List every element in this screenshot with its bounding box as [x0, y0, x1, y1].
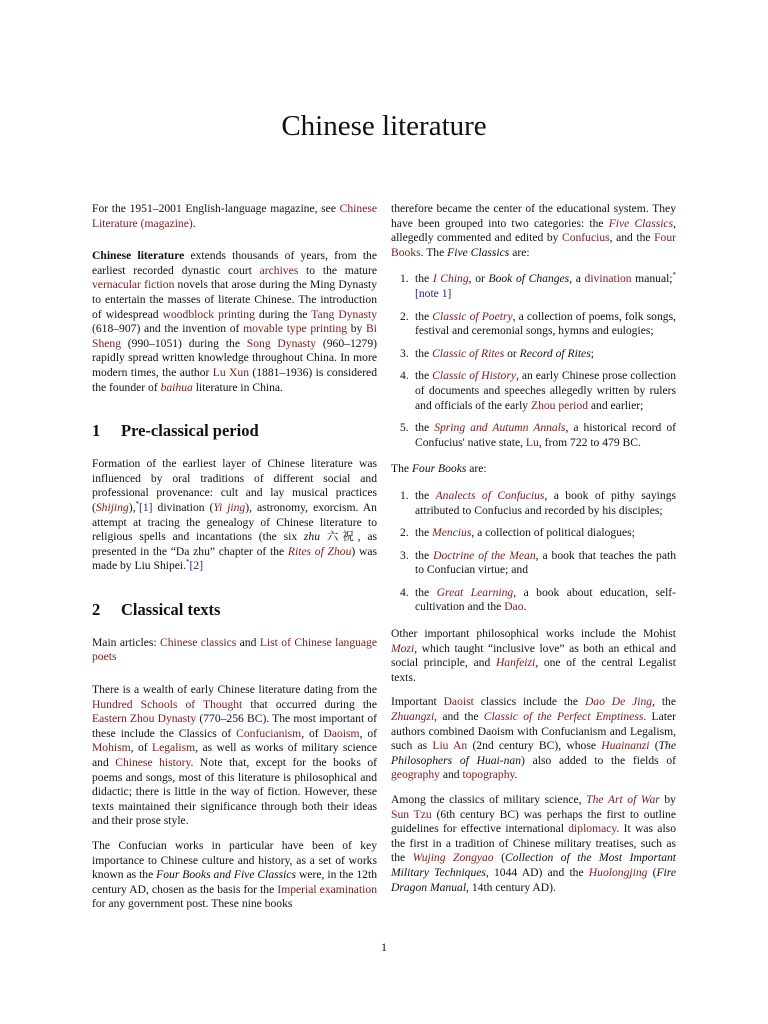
wiki-link[interactable]: woodblock printing [162, 307, 255, 321]
intro-paragraph [92, 249, 377, 395]
wiki-link[interactable]: Classic of Poetry [432, 309, 513, 323]
wiki-link[interactable]: Classic of History [432, 369, 516, 383]
text: (618–907) and the invention of [92, 322, 244, 336]
section-heading-classical-texts [92, 600, 377, 620]
text: , of [301, 726, 324, 740]
confucian-paragraph [92, 839, 377, 912]
wiki-link[interactable]: Hundred Schools of Thought [92, 697, 243, 711]
wiki-link[interactable]: Lu Xun [212, 365, 249, 379]
italic-text: zhu [303, 530, 320, 544]
wiki-link[interactable]: geography [391, 768, 440, 782]
wiki-link[interactable]: Chinese history [115, 756, 191, 770]
section-title: Pre-classical period [121, 421, 259, 441]
list-number: 2. [400, 309, 409, 323]
wiki-link[interactable]: Lu [525, 435, 539, 449]
text: (2nd century BC), whose [467, 739, 602, 753]
text: the [415, 548, 434, 562]
wiki-link[interactable]: Four Books [391, 231, 677, 259]
text: classics include the [473, 695, 585, 709]
hatnote [92, 202, 377, 231]
wiki-link[interactable]: Spring and Autumn Annals [434, 421, 566, 435]
italic-text: Five Classics [447, 245, 510, 259]
list-item [391, 421, 676, 450]
text: . Later authors combined Daoism with Confucianism and Legalism, such as [391, 710, 676, 753]
text: , and the [434, 710, 484, 724]
text: novels that arose during the Ming Dynasty to entertain the masses of literate Chinese. The introduction of widespread [92, 278, 377, 321]
text: for any government post. These nine books [92, 897, 293, 911]
text: . The [420, 245, 448, 259]
list-number: 4. [400, 585, 409, 599]
text: literature in China. [192, 380, 283, 394]
wiki-link[interactable]: The Art of War [586, 793, 660, 806]
five-classics-list [391, 272, 676, 450]
page-number: 1 [381, 939, 387, 954]
list-item [391, 489, 676, 518]
text: , a book that teaches the path to Confucian virtue; and [415, 548, 676, 577]
list-number: 2. [400, 526, 409, 540]
text: 六祝, as presented in the “Da zhu” chapter of the [92, 530, 378, 558]
text: , a collection of poems, folk songs, festival and ceremonial songs, hymns and eulogies; [415, 309, 676, 338]
text: are: [466, 462, 487, 476]
text: (990–1051) during the [120, 336, 247, 350]
text: , a [569, 272, 585, 286]
footnote-marker: * [135, 500, 139, 509]
text: , a book about education, self-cultivation and the [415, 585, 677, 614]
two-column-body [92, 202, 676, 922]
list-item [391, 369, 676, 413]
wiki-link[interactable]: Mencius [432, 526, 472, 540]
wiki-link[interactable]: Daoism [323, 726, 360, 740]
wiki-link[interactable]: Five Classics [608, 216, 674, 230]
text: , 1044 AD) and the [485, 865, 589, 879]
wiki-link[interactable]: I Ching [432, 272, 469, 286]
text: ; [590, 346, 594, 360]
text: The [391, 462, 412, 476]
section-number: 2 [92, 599, 101, 619]
wiki-link[interactable]: Zhuangzi [391, 710, 435, 724]
text: , a historical record of Confucius' native state, [415, 421, 677, 449]
italic-text: The Philosophers of Huai-nan [391, 739, 676, 767]
italic-text: Collection of the Most Important Military Techniques [391, 851, 677, 879]
wiki-link[interactable]: Confucianism [236, 726, 302, 740]
wealth-paragraph [92, 683, 377, 829]
philosophical-works-paragraph [391, 627, 676, 685]
list-number: 3. [400, 548, 409, 562]
text: ( [493, 851, 505, 865]
text: ) was made by Liu Shipei. [92, 544, 378, 573]
list-number: 1. [400, 272, 409, 286]
list-item [391, 526, 676, 541]
text: or [504, 346, 520, 360]
text: There is a wealth of early Chinese literature dating from the [92, 683, 377, 697]
footnote-reference[interactable]: [2] [189, 559, 204, 573]
text: , and the [609, 231, 655, 245]
footnote-reference[interactable]: [note 1] [415, 286, 452, 300]
text: and earlier; [588, 398, 644, 412]
text: , or [468, 272, 489, 286]
text: that occurred during the [242, 697, 377, 711]
text: and [236, 635, 260, 649]
text: ), [128, 500, 136, 514]
wiki-link[interactable]: Zhou period [531, 398, 588, 412]
list-item [391, 347, 676, 362]
italic-text: Fire Dragon Manual [391, 865, 676, 894]
wiki-link[interactable]: Dao De Jing [584, 695, 653, 709]
wiki-link[interactable]: Tang Dynasty [311, 307, 377, 321]
text: Main articles: [92, 635, 161, 649]
wiki-link[interactable]: Classic of the Perfect Emptiness [483, 710, 644, 724]
text: . It was also the first in a tradition of Chinese military treatises, such as the [391, 822, 676, 865]
left-column [92, 202, 377, 922]
wiki-link[interactable]: Liu An [432, 739, 468, 753]
text: the [415, 272, 433, 286]
four-books-intro [391, 462, 676, 477]
list-number: 4. [400, 369, 409, 383]
right-column [391, 202, 676, 922]
text: , as well as works of military science and [92, 741, 378, 770]
wiki-link[interactable]: Chinese Literature (magazine) [92, 202, 377, 230]
text: , from 722 to 479 BC. [538, 435, 641, 449]
wiki-link[interactable]: Song Dynasty [246, 336, 317, 350]
wiki-link[interactable]: Huolongjing [588, 865, 648, 879]
italic-text: Four Books and Five Classics [156, 868, 297, 882]
text: , 14th century AD). [466, 880, 556, 894]
wiki-link[interactable]: movable type printing [243, 322, 348, 336]
text: Formation of the earliest layer of Chinese literature was influenced by oral traditions of different social and professional provenance: cult and lay musical practices ( [92, 457, 377, 514]
section-heading-pre-classical [92, 421, 377, 441]
text: . Note that, except for the books of poems and songs, most of this literature is philosophical and didactic; there is little in the way of fiction. However, these texts maintained their significance through both their ideas and their prose style. [92, 756, 377, 828]
wiki-link[interactable]: Bi Sheng [92, 322, 377, 350]
text: therefore became the center of the educational system. They have been grouped into two categories: the [391, 202, 676, 230]
wiki-link[interactable]: Chinese classics [160, 635, 237, 649]
footnote-marker: * [672, 271, 677, 280]
text: (960–1279) rapidly spread written knowledge throughout China. In more modern times, the author [92, 336, 377, 379]
text: the [415, 346, 433, 360]
list-number: 3. [400, 346, 409, 360]
text: , the [652, 695, 676, 709]
footnote-marker: * [186, 558, 190, 567]
wiki-link[interactable]: Great Learning [436, 585, 514, 599]
list-number: 1. [400, 488, 409, 502]
wiki-link[interactable]: Daoist [443, 695, 474, 709]
text: the [415, 585, 437, 599]
four-books-list [391, 489, 676, 615]
military-paragraph [391, 793, 676, 895]
main-articles-note [92, 636, 377, 665]
list-item [391, 310, 676, 339]
text: , a book of pithy sayings attributed to Confucius and recorded by his disciples; [415, 488, 677, 517]
text: The Confucian works in particular have been of key importance to Chinese culture and history, as a set of works known as the [92, 839, 377, 882]
wiki-link[interactable]: Classic of Rites [432, 346, 505, 360]
text: were, in the 12th century AD, chosen as the basis for the [92, 868, 377, 896]
text: . [514, 768, 518, 782]
text: , allegedly commented and edited by [391, 216, 677, 245]
daoist-paragraph [391, 695, 676, 783]
text: . [523, 600, 527, 614]
wiki-link[interactable]: Mozi [391, 641, 415, 655]
text: ) also added to the fields of [521, 753, 676, 767]
list-number: 5. [400, 421, 409, 435]
list-item [391, 549, 676, 578]
text: , which taught “inclusive love” as both an ethical and social principle, and [391, 641, 676, 670]
section-number: 1 [92, 421, 101, 441]
wiki-link[interactable]: Yi jing [213, 500, 246, 514]
pre-classical-paragraph [92, 457, 377, 574]
text: Among the classics of military science, [391, 793, 587, 806]
wiki-link[interactable]: List of Chinese language poets [92, 635, 377, 664]
text: , of [130, 741, 153, 755]
wiki-link[interactable]: Huainanzi [601, 739, 650, 753]
text: the [415, 421, 435, 435]
text: the [415, 369, 433, 383]
text: ( [649, 739, 659, 753]
text: divination ( [152, 500, 214, 514]
wiki-link[interactable]: Hanfeizi [495, 656, 536, 670]
wiki-link[interactable]: Mohism [92, 741, 131, 755]
text: ( [647, 865, 657, 879]
footnote-reference[interactable]: [1] [139, 500, 153, 514]
wiki-link[interactable]: Shijing [95, 500, 129, 514]
text: (6th century BC) was perhaps the first to outline guidelines for effective international [391, 807, 676, 836]
text: extends thousands of years, from the earliest recorded dynastic court [92, 249, 377, 277]
wiki-link[interactable]: Sun Tzu [391, 807, 432, 821]
italic-text: Record of Rites [519, 346, 591, 360]
text: (1881–1936) is considered the founder of [92, 365, 377, 394]
text: are: [509, 245, 530, 259]
wiki-link[interactable]: Legalism [152, 741, 196, 755]
text: by [659, 793, 676, 806]
text: , of [359, 726, 378, 740]
text: ), astronomy, exorcism. An attempt at tracing the genealogy of Chinese literature to religious spells and incantations (the six [92, 500, 377, 544]
wiki-link[interactable]: Eastern Zhou Dynasty [92, 712, 197, 726]
wiki-link[interactable]: Confucius [561, 231, 610, 245]
text: , a collection of political dialogues; [471, 526, 635, 540]
wiki-link[interactable]: Wujing Zongyao [412, 851, 494, 865]
text: , one of the central Legalist texts. [391, 656, 676, 684]
text: For the 1951–2001 English-language magazine, see [92, 202, 340, 215]
list-item [391, 586, 676, 615]
text: the [415, 309, 433, 323]
wiki-link[interactable]: divination [584, 272, 632, 286]
text: to the mature [298, 263, 377, 277]
text: , an early Chinese prose collection of documents and speeches allegedly written by rulers and officials of the early [415, 369, 676, 412]
text: during the [254, 307, 312, 321]
section-title: Classical texts [121, 599, 221, 619]
wiki-link[interactable]: Rites of Zhou [287, 544, 352, 558]
wiki-link[interactable]: topography [462, 768, 515, 782]
text: Other important philosophical works include the Mohist [391, 627, 676, 641]
categories-paragraph [391, 202, 676, 260]
text: manual; [631, 272, 673, 286]
text: and [439, 768, 463, 782]
text: by [347, 322, 367, 336]
text: . [192, 216, 196, 230]
wiki-link[interactable]: archives [259, 263, 299, 277]
text: the [415, 526, 433, 540]
wiki-link[interactable]: Doctrine of the Mean [433, 548, 536, 562]
wiki-link[interactable]: baihua [160, 380, 193, 394]
wiki-link[interactable]: vernacular fiction [92, 278, 175, 292]
wiki-link[interactable]: diplomacy [568, 822, 617, 836]
wiki-link[interactable]: Imperial examination [277, 882, 377, 896]
text: Important [391, 695, 444, 709]
text: (770–256 BC). The most important of these include the Classics of [92, 712, 377, 740]
list-item [391, 272, 676, 301]
text: the [415, 488, 436, 502]
italic-text: Four Books [411, 462, 467, 476]
page-title: Chinese literature [281, 110, 487, 142]
wiki-link[interactable]: Dao [504, 600, 524, 614]
italic-text: Book of Changes [488, 272, 570, 286]
wiki-link[interactable]: Analects of Confucius [435, 488, 545, 502]
bold-text: Chinese literature [92, 249, 185, 263]
